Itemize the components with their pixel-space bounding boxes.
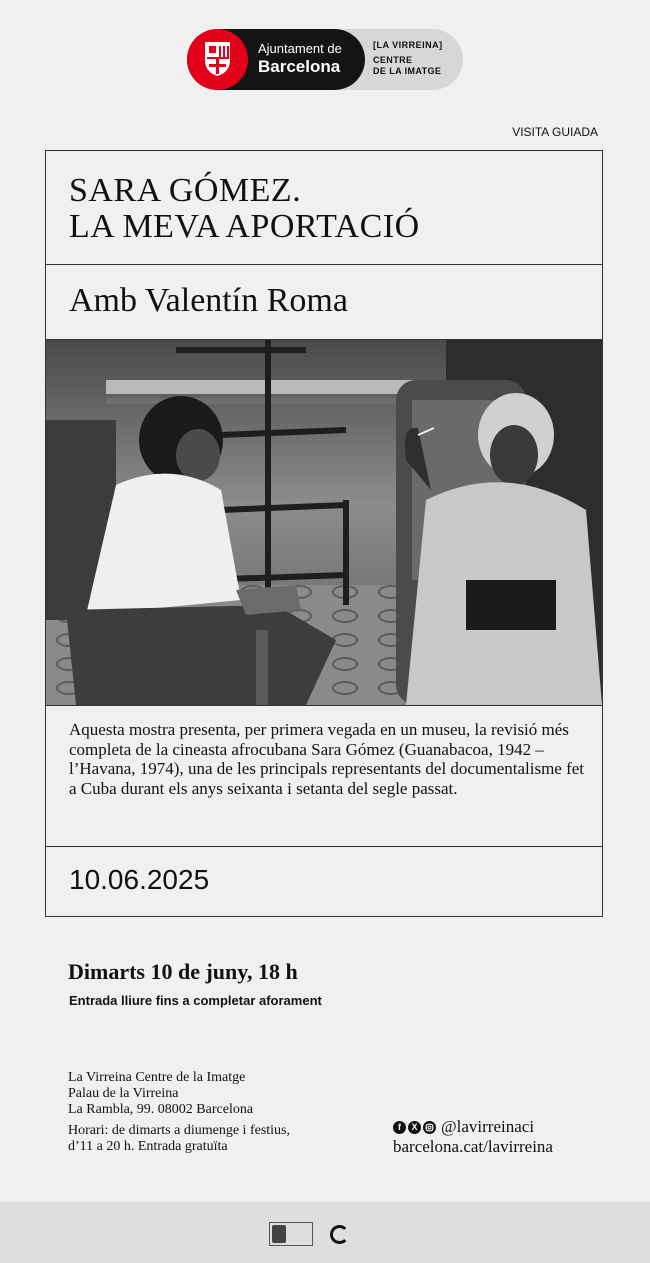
institution-logo [187,29,463,90]
ministerio-cultura-logo [269,1222,313,1246]
barcelona-shield-icon [201,40,234,78]
barcelona-capital-cultural-logo [330,1222,386,1246]
website-link[interactable]: barcelona.cat/lavirreina [393,1137,553,1156]
instagram-icon[interactable] [423,1121,436,1134]
event-date: 10.06.2025 [69,864,210,895]
hours-line-2: d’11 a 20 h. Entrada gratuïta [68,1139,228,1154]
x-icon[interactable]: X [408,1121,421,1134]
sponsor-footer [0,1202,650,1263]
address-line-2: Palau de la Virreina [68,1086,179,1101]
divider [46,846,602,847]
social-handle[interactable]: @lavirreinaci [441,1117,535,1136]
title-line-2: LA MEVA APORTACIÓ [69,208,420,245]
event-time: Dimarts 10 de juny, 18 h [68,959,298,984]
divider [46,705,602,706]
venue-address [68,1070,253,1118]
social-links [393,1117,553,1157]
title-line-1: SARA GÓMEZ. [69,172,302,209]
ajuntament-emblem [187,29,248,90]
opening-hours [68,1123,290,1155]
virreina-label-2: CENTRE [373,55,413,65]
divider [46,264,602,265]
guest-speaker: Amb Valentín Roma [69,282,348,319]
bcn-ring-icon [330,1225,349,1244]
virreina-label-1: [LA VIRREINA] [373,40,443,50]
event-description: Aquesta mostra presenta, per primera vegada en un museu, la revisió més completa de la cineasta afrocubana Sara Gómez (Guanabacoa, 1942 – l’Havana, 1974), una de les principals representants del documentalisme fet a Cuba durant els anys seixanta i setanta del segle passat. [69,720,585,798]
event-card [45,150,603,917]
ajuntament-label-2: Barcelona [258,57,341,76]
ajuntament-label-1: Ajuntament de [258,41,342,56]
event-photo [46,340,602,705]
spain-crest-icon [272,1225,286,1243]
virreina-label-3: DE LA IMATGE [373,66,442,76]
facebook-icon[interactable]: f [393,1121,406,1134]
event-type-tag: VISITA GUIADA [512,125,598,139]
hours-line-1: Horari: de dimarts a diumenge i festius, [68,1123,290,1138]
address-line-3: La Rambla, 99. 08002 Barcelona [68,1102,254,1117]
address-line-1: La Virreina Centre de la Imatge [68,1070,246,1085]
event-title [69,173,420,245]
entry-info: Entrada lliure fins a completar aforament [69,993,322,1008]
